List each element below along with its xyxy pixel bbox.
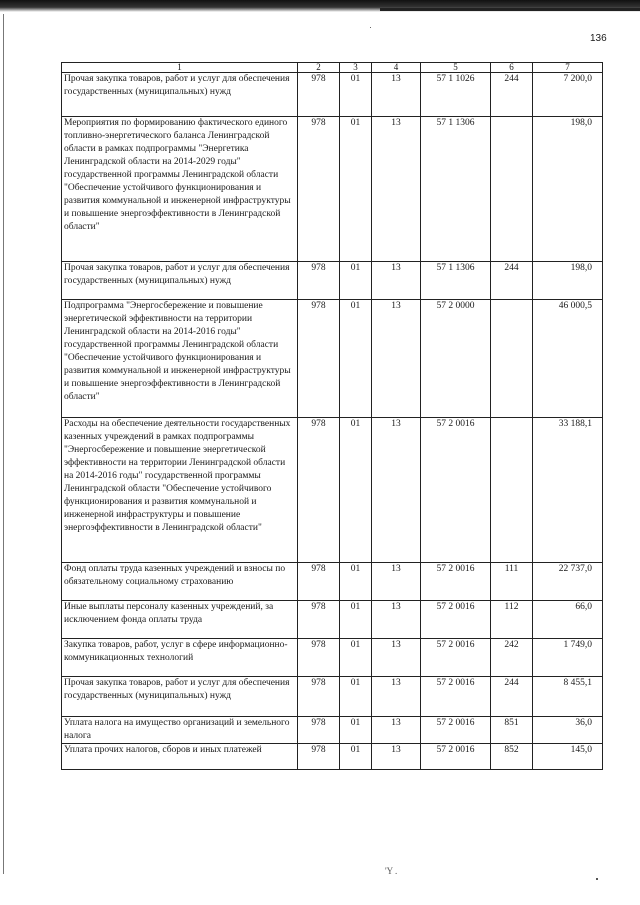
- subsection-code: 13: [372, 117, 421, 262]
- subsection-code: 13: [372, 418, 421, 563]
- section-code: 01: [340, 717, 372, 744]
- subsection-code: 13: [372, 601, 421, 639]
- amount: 198,0: [533, 262, 603, 300]
- target-article-code: 57 2 0016: [421, 563, 491, 601]
- table-row: [62, 262, 603, 300]
- header-cell: 3: [340, 63, 372, 73]
- amount: 33 188,1: [533, 418, 603, 563]
- target-article-code: 57 2 0016: [421, 717, 491, 744]
- table-row: [62, 717, 603, 744]
- target-article-code: 57 1 1026: [421, 73, 491, 117]
- subsection-code: 13: [372, 563, 421, 601]
- target-article-code: 57 2 0016: [421, 677, 491, 717]
- row-description: Уплата налога на имущество организаций и земельного налога: [62, 717, 298, 744]
- amount: 8 455,1: [533, 677, 603, 717]
- table-row: [62, 563, 603, 601]
- expense-type-code: [491, 418, 533, 563]
- amount: 1 749,0: [533, 639, 603, 677]
- ministry-code: 978: [298, 601, 340, 639]
- table-row: [62, 677, 603, 717]
- target-article-code: 57 2 0016: [421, 639, 491, 677]
- target-article-code: 57 2 0016: [421, 418, 491, 563]
- section-code: 01: [340, 73, 372, 117]
- amount: 66,0: [533, 601, 603, 639]
- table-header-row: [62, 63, 603, 73]
- table-row: [62, 744, 603, 770]
- table-row: [62, 601, 603, 639]
- table-row: [62, 73, 603, 117]
- section-code: 01: [340, 677, 372, 717]
- target-article-code: 57 1 1306: [421, 117, 491, 262]
- expense-type-code: [491, 117, 533, 262]
- scan-speck: [596, 878, 598, 880]
- amount: 7 200,0: [533, 73, 603, 117]
- target-article-code: 57 1 1306: [421, 262, 491, 300]
- section-code: 01: [340, 262, 372, 300]
- expense-type-code: [491, 300, 533, 418]
- budget-table-wrapper: [61, 62, 602, 770]
- row-description: Расходы на обеспечение деятельности государственных казенных учреждений в рамках подпрограммы "Энергосбережение и повышение энергетической эффективности на территории Ленинградской области на 2014-2016 годы" государственной программы Ленинградской области "Обеспечение устойчивого функционирования и развития коммунальной и инженерной инфраструктуры и повышение энергоэффективности в Ленинградской области": [62, 418, 298, 563]
- scan-footer-mark: 'Y .: [385, 866, 398, 876]
- subsection-code: 13: [372, 262, 421, 300]
- row-description: Прочая закупка товаров, работ и услуг для обеспечения государственных (муниципальных) нужд: [62, 73, 298, 117]
- ministry-code: 978: [298, 300, 340, 418]
- scan-top-edge-accent: [380, 8, 640, 11]
- row-description: Прочая закупка товаров, работ и услуг для обеспечения государственных (муниципальных) нужд: [62, 262, 298, 300]
- subsection-code: 13: [372, 677, 421, 717]
- amount: 198,0: [533, 117, 603, 262]
- row-description: Мероприятия по формированию фактического единого топливно-энергетического баланса Ленинградской области в рамках подпрограммы "Энергетика Ленинградской области на 2014-2029 годы" государственной программы Ленинградской области "Обеспечение устойчивого функционирования и развития коммунальной и инженерной инфраструктуры и повышение энергоэффективности в Ленинградской области": [62, 117, 298, 262]
- ministry-code: 978: [298, 262, 340, 300]
- header-cell: 6: [491, 63, 533, 73]
- expense-type-code: 851: [491, 717, 533, 744]
- ministry-code: 978: [298, 744, 340, 770]
- subsection-code: 13: [372, 717, 421, 744]
- expense-type-code: 244: [491, 73, 533, 117]
- expense-type-code: 244: [491, 262, 533, 300]
- section-code: 01: [340, 418, 372, 563]
- subsection-code: 13: [372, 744, 421, 770]
- expense-type-code: 112: [491, 601, 533, 639]
- scan-speck: [370, 27, 371, 28]
- table-row: [62, 639, 603, 677]
- amount: 36,0: [533, 717, 603, 744]
- ministry-code: 978: [298, 717, 340, 744]
- target-article-code: 57 2 0000: [421, 300, 491, 418]
- expense-type-code: 244: [491, 677, 533, 717]
- ministry-code: 978: [298, 418, 340, 563]
- subsection-code: 13: [372, 300, 421, 418]
- row-description: Фонд оплаты труда казенных учреждений и взносы по обязательному социальному страхованию: [62, 563, 298, 601]
- ministry-code: 978: [298, 639, 340, 677]
- expense-type-code: 242: [491, 639, 533, 677]
- budget-table: [61, 62, 603, 770]
- section-code: 01: [340, 601, 372, 639]
- section-code: 01: [340, 744, 372, 770]
- header-cell: 1: [62, 63, 298, 73]
- table-row: [62, 418, 603, 563]
- ministry-code: 978: [298, 117, 340, 262]
- header-cell: 7: [533, 63, 603, 73]
- amount: 46 000,5: [533, 300, 603, 418]
- header-cell: 5: [421, 63, 491, 73]
- amount: 22 737,0: [533, 563, 603, 601]
- subsection-code: 13: [372, 73, 421, 117]
- row-description: Закупка товаров, работ, услуг в сфере информационно-коммуникационных технологий: [62, 639, 298, 677]
- amount: 145,0: [533, 744, 603, 770]
- subsection-code: 13: [372, 639, 421, 677]
- target-article-code: 57 2 0016: [421, 601, 491, 639]
- row-description: Прочая закупка товаров, работ и услуг для обеспечения государственных (муниципальных) нужд: [62, 677, 298, 717]
- header-cell: 4: [372, 63, 421, 73]
- expense-type-code: 852: [491, 744, 533, 770]
- ministry-code: 978: [298, 73, 340, 117]
- section-code: 01: [340, 563, 372, 601]
- scan-left-edge: [3, 14, 4, 874]
- table-row: [62, 117, 603, 262]
- ministry-code: 978: [298, 677, 340, 717]
- section-code: 01: [340, 639, 372, 677]
- row-description: Подпрограмма "Энергосбережение и повышение энергетической эффективности на территории Ленинградской области на 2014-2016 годы" государственной программы Ленинградской области "Обеспечение устойчивого функционирования и развития коммунальной и инженерной инфраструктуры и повышение энергоэффективности в Ленинградской области": [62, 300, 298, 418]
- header-cell: 2: [298, 63, 340, 73]
- section-code: 01: [340, 300, 372, 418]
- target-article-code: 57 2 0016: [421, 744, 491, 770]
- row-description: Иные выплаты персоналу казенных учреждений, за исключением фонда оплаты труда: [62, 601, 298, 639]
- section-code: 01: [340, 117, 372, 262]
- ministry-code: 978: [298, 563, 340, 601]
- page-number: 136: [590, 33, 607, 44]
- row-description: Уплата прочих налогов, сборов и иных платежей: [62, 744, 298, 770]
- expense-type-code: 111: [491, 563, 533, 601]
- table-row: [62, 300, 603, 418]
